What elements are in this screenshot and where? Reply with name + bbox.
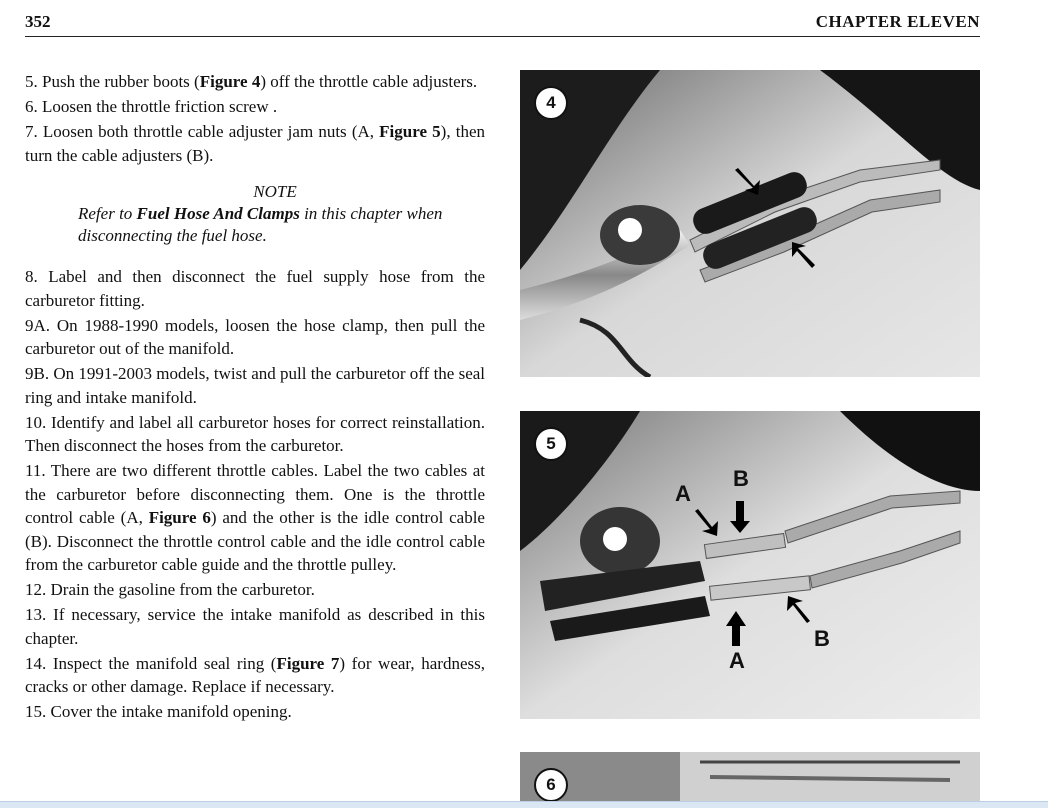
step-9b: 9B. On 1991-2003 models, twist and pull the carburetor off the seal ring and intake manifold. — [25, 364, 486, 407]
figure-4-photo — [520, 70, 980, 377]
figure-ref[interactable]: Figure 7 — [276, 653, 340, 673]
instruction-text-column — [25, 70, 485, 725]
step-9a: 9A. On 1988-1990 models, loosen the hose clamp, then pull the carburetor out of the manifold. — [25, 315, 485, 358]
step-11: 11. There are two different throttle cables. Label the two cables at the carburetor before disconnecting them. One is the throttle control cable (A, Figure 6) and the other is the idle control cable (B). Disconnect the throttle control cable and the idle control cable from the carburetor cable guide and the throttle pulley. — [25, 461, 485, 574]
step-10: 10. Identify and label all carburetor hoses for correct reinstallation. Then disconnect the hoses from the carburetor. — [25, 412, 485, 455]
callout-label-b: B — [733, 466, 749, 491]
callout-label-b: B — [814, 626, 830, 651]
page-number: 352 — [25, 12, 51, 31]
note-text: Refer to Fuel Hose And Clamps in this chapter when disconnecting the fuel hose. — [78, 204, 443, 245]
throttle-cable-adjusters-photo — [520, 411, 980, 719]
step-15: 15. Cover the intake manifold opening. — [25, 702, 292, 721]
callout-label-a: A — [729, 648, 745, 673]
step-12: 12. Drain the gasoline from the carburetor. — [25, 580, 315, 599]
note-block — [25, 181, 485, 247]
figure-number-badge: 4 — [534, 86, 568, 120]
note-reference: Fuel Hose And Clamps — [136, 204, 300, 223]
step-6: 6. Loosen the throttle friction screw . — [25, 97, 278, 116]
figure-number-badge: 6 — [534, 768, 568, 802]
step-8: 8. Label and then disconnect the fuel supply hose from the carburetor fitting. — [25, 267, 485, 310]
step-14: 14. Inspect the manifold seal ring (Figure 7) for wear, hardness, cracks or other damage. Replace if necessary. — [25, 653, 485, 696]
figure-6-photo — [520, 752, 980, 802]
page-header — [25, 12, 980, 37]
figure-number-badge: 5 — [534, 427, 568, 461]
note-title: NOTE — [253, 182, 297, 201]
throttle-cable-boots-photo — [520, 70, 980, 377]
step-13: 13. If necessary, service the intake manifold as described in this chapter. — [25, 605, 485, 648]
figure-ref[interactable]: Figure 6 — [148, 508, 211, 527]
carburetor-cables-photo — [520, 752, 980, 802]
step-5: 5. Push the rubber boots (Figure 4) off the throttle cable adjusters. — [25, 72, 478, 91]
chapter-title: CHAPTER ELEVEN — [815, 12, 980, 31]
figure-ref[interactable]: Figure 5 — [379, 122, 441, 141]
step-7: 7. Loosen both throttle cable adjuster jam nuts (A, Figure 5), then turn the cable adjusters (B). — [25, 122, 485, 165]
figure-5-photo — [520, 411, 980, 719]
figure-ref[interactable]: Figure 4 — [199, 72, 261, 91]
callout-label-a: A — [675, 481, 691, 506]
